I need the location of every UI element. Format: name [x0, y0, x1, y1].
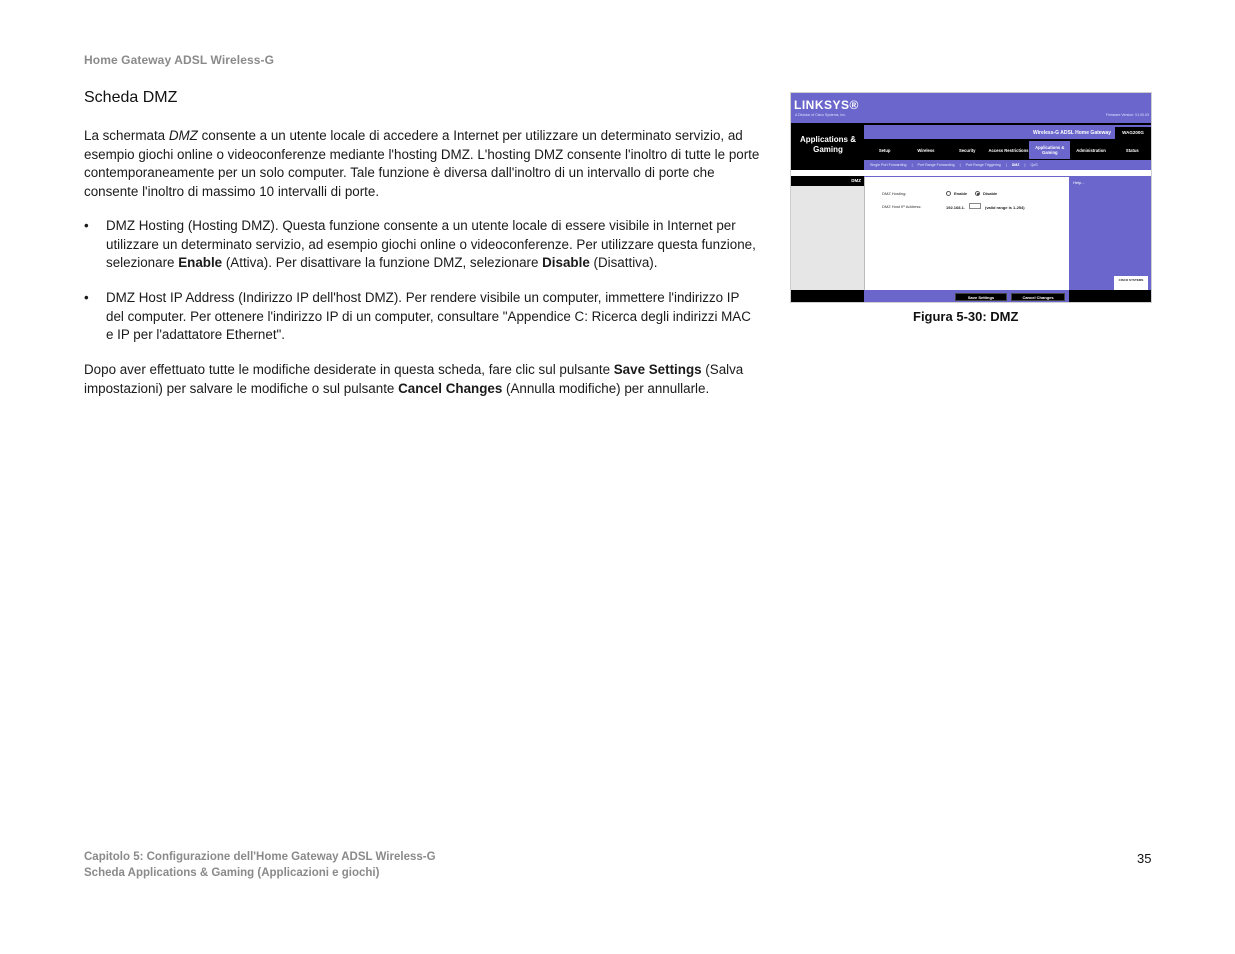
tab-access-restrictions[interactable]: Access Restrictions: [988, 147, 1029, 153]
sidebar-header: [791, 176, 864, 186]
intro-text-2: consente a un utente locale di accedere a Internet per utilizzare un determinato servizio, ad esempio giochi online o videoconferenze mediante l'hosting DMZ. L'hosting DMZ consente l'inoltro di tutte le porte contemporaneamente per un solo computer. Tale funzione è diversa dall'inoltro di un intervallo di porte che consente l'inoltro di massimo 10 intervalli di porte.: [84, 128, 760, 199]
disable-label: Disable: [983, 191, 998, 196]
bullet-bold-enable: Enable: [178, 255, 223, 270]
tab-applications-gaming[interactable]: Applications & Gaming: [1029, 141, 1070, 159]
ip-prefix: 192.168.1.: [946, 205, 965, 210]
figure-bottom-bar: [791, 290, 1152, 303]
intro-text-1: La schermata: [84, 128, 169, 143]
bottom-right-block: [1069, 290, 1152, 303]
figure-navbar: [864, 123, 1152, 170]
product-name: Wireless-G ADSL Home Gateway: [1032, 130, 1111, 136]
closing-text: Dopo aver effettuato tutte le modifiche desiderate in questa scheda, fare clic sul pulsante: [84, 362, 614, 377]
intro-dmz-term: DMZ: [168, 128, 198, 143]
enable-label: Enable: [954, 191, 968, 196]
subtab-dmz[interactable]: DMZ: [1011, 163, 1020, 167]
figure-section-panel: [791, 123, 864, 170]
subtab-port-range-triggering[interactable]: Port Range Triggering: [965, 163, 1001, 167]
page-number: 35: [1137, 851, 1152, 866]
tab-wireless[interactable]: Wireless: [917, 147, 935, 153]
figure-tabs: [864, 141, 1152, 159]
bullet-text: DMZ Hosting (Hosting DMZ). Questa funzione consente a un utente locale di essere visibile in Internet per utilizzare un determinato servizio, ad esempio giochi online o videoconferenze. Per utilizzare questa funzione, selezionare: [106, 218, 756, 270]
bullet-text: DMZ Host IP Address (Indirizzo IP dell'host DMZ). Per rendere visibile un computer, immettere l'indirizzo IP del computer. Per ottenere l'indirizzo IP di un computer, consultare "Appendice C: Ricerca degli indirizzi MAC e IP per l'adattatore Ethernet".: [106, 290, 751, 342]
bottom-left-block: [791, 290, 864, 303]
intro-paragraph: [84, 127, 760, 201]
closing-bold-save: Save Settings: [613, 362, 702, 377]
closing-text: (Annulla modifiche) per annullarle.: [502, 380, 710, 396]
subtab-separator: |: [1024, 163, 1026, 167]
figure-main-panel: [864, 177, 1069, 290]
running-header: Home Gateway ADSL Wireless-G: [84, 53, 275, 67]
closing-text: (Salva impostazioni) per salvare le modifiche o sul pulsante: [84, 362, 744, 396]
bullet-marker: •: [84, 218, 89, 233]
dmz-screenshot-figure: [790, 92, 1152, 303]
section-title: Scheda DMZ: [84, 89, 178, 106]
figure-caption: Figura 5-30: DMZ: [913, 309, 1019, 324]
figure-section-name: Applications & Gaming: [799, 135, 856, 154]
ip-last-octet-input[interactable]: [969, 203, 981, 209]
disable-radio[interactable]: [975, 191, 980, 196]
dmz-hosting-label: DMZ Hosting:: [882, 191, 907, 196]
bullet-text: (Attiva). Per disattivare la funzione DMZ, selezionare: [222, 255, 543, 270]
model-number: WAG200G: [1115, 127, 1151, 139]
footer-section: Scheda Applications & Gaming (Applicazioni e giochi): [84, 867, 380, 879]
tab-security[interactable]: Security: [958, 147, 976, 153]
cisco-logo: CISCO SYSTEMS: [1114, 276, 1148, 290]
bullet-text: (Disattiva).: [589, 255, 658, 270]
tab-status[interactable]: Status: [1125, 147, 1139, 153]
bullet-marker: •: [84, 290, 89, 305]
linksys-logo: LINKSYS®: [794, 98, 859, 112]
figure-help-panel: [1069, 176, 1152, 290]
footer-chapter: Capitolo 5: Configurazione dell'Home Gateway ADSL Wireless-G: [84, 851, 436, 863]
subtab-separator: |: [911, 163, 913, 167]
subtab-separator: |: [959, 163, 961, 167]
figure-subtabs: [864, 160, 1152, 170]
bullet-bold-disable: Disable: [542, 255, 590, 270]
bullet-dmz-host-ip: [84, 289, 760, 345]
save-settings-button[interactable]: Save Settings: [955, 293, 1007, 301]
figure-top-banner: [791, 93, 1152, 123]
tab-setup[interactable]: Setup: [878, 147, 891, 153]
enable-radio[interactable]: [946, 191, 951, 196]
subtab-separator: |: [1005, 163, 1007, 167]
bullet-dmz-hosting: [84, 217, 760, 273]
closing-bold-cancel: Cancel Changes: [398, 380, 503, 396]
help-link[interactable]: Help...: [1073, 180, 1085, 185]
figure-sidebar: [791, 186, 864, 290]
closing-paragraph: [84, 361, 760, 398]
cancel-changes-button[interactable]: Cancel Changes: [1011, 293, 1065, 301]
subtab-port-range-forwarding[interactable]: Port Range Forwarding: [917, 163, 955, 167]
subtab-single-port-forwarding[interactable]: Single Port Forwarding: [870, 163, 907, 167]
sidebar-label: DMZ: [851, 178, 861, 183]
dmz-host-ip-label: DMZ Host IP Address:: [882, 204, 922, 209]
ip-valid-range: (valid range is 1-254): [985, 205, 1025, 210]
firmware-version: Firmware Version: V1.00.03: [1105, 113, 1149, 117]
model-strip: [864, 125, 1152, 139]
tab-administration[interactable]: Administration: [1076, 147, 1106, 153]
subtab-qos[interactable]: QoS: [1030, 163, 1038, 167]
logo-subtitle: A Division of Cisco Systems, Inc.: [795, 113, 846, 117]
